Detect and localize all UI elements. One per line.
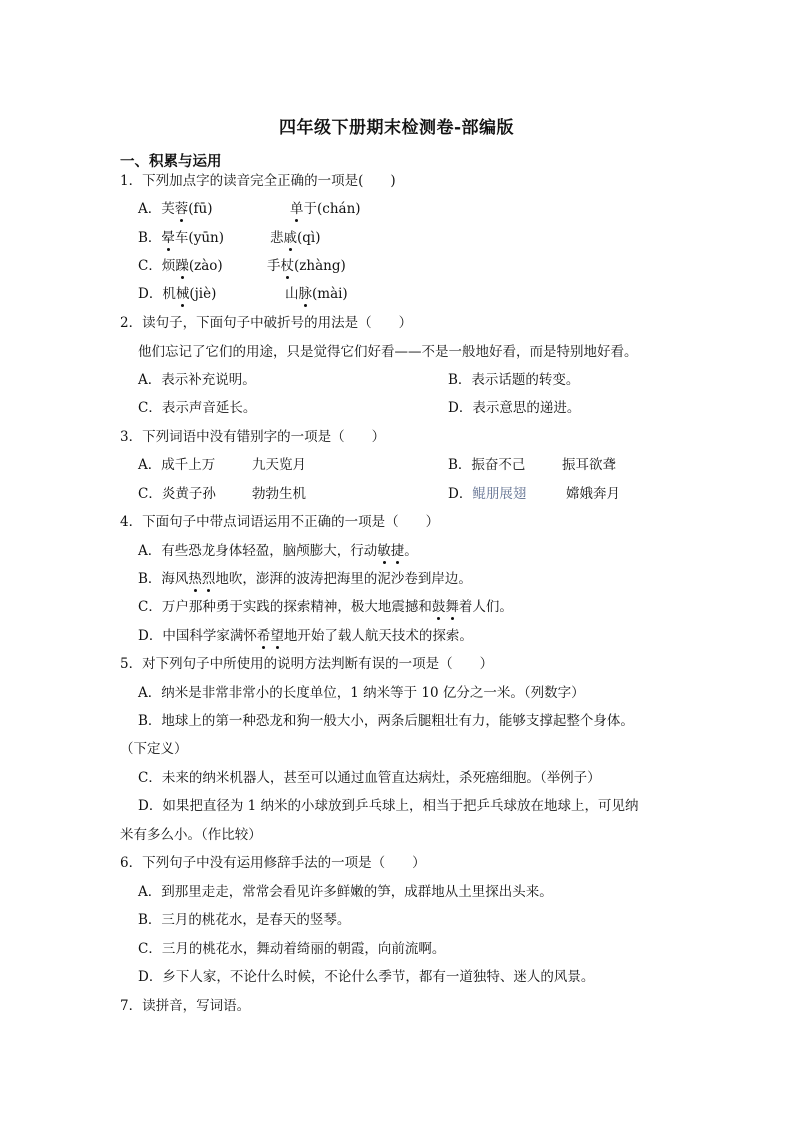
question-5-option-d-line-1: D．如果把直径为 1 纳米的小球放到乒乓球上，相当于把乒乓球放在地球上，可见纳 — [138, 798, 639, 814]
dotted-character: 鼓 — [431, 599, 446, 615]
question-1-option-c-word-2: 手杖(zhàng) — [267, 258, 346, 274]
question-5-stem: 5．对下列句子中所使用的说明方法判断有误的一项是（ ） — [120, 656, 494, 672]
dotted-character: 械 — [175, 286, 190, 302]
question-1-option-d-word-2: 山脉(mài) — [285, 286, 348, 302]
dotted-character: 希 — [256, 628, 271, 644]
question-2-option-a: A．表示补充说明。 — [138, 372, 256, 388]
question-4-option-c: C．万户那种勇于实践的探索精神，极大地震撼和鼓舞着人们。 — [138, 599, 513, 615]
dotted-character: 躁 — [175, 258, 189, 274]
dotted-character: 单 — [290, 201, 304, 217]
question-2-sentence: 他们忘记了它们的用途，只是觉得它们好看——不是一般地好看，而是特别地好看。 — [138, 344, 638, 360]
dotted-character: 烈 — [201, 571, 216, 587]
question-3-option-a-word-2: 九天览月 — [252, 457, 306, 473]
section-heading: 一、积累与运用 — [120, 154, 222, 170]
option-label: B． — [448, 457, 472, 473]
dotted-word — [257, 628, 284, 644]
question-6-option-c: C．三月的桃花水，舞动着绮丽的朝霞，向前流啊。 — [138, 941, 446, 957]
question-3-option-b: B．振奋不己 — [448, 457, 526, 473]
dotted-character: 脉 — [298, 286, 312, 302]
question-3-option-d-word-2: 嫦娥奔月 — [566, 486, 620, 502]
question-3-option-d: D．鲲朋展翅 — [448, 486, 527, 502]
question-4-option-b: B．海风热烈地吹，澎湃的波涛把海里的泥沙卷到岸边。 — [138, 571, 472, 587]
question-1-option-d: D．机械(jiè) — [138, 286, 217, 302]
question-1-option-b: B．晕车(yūn) — [138, 230, 224, 246]
question-2-option-b: B．表示话题的转变。 — [448, 372, 580, 388]
question-6-stem: 6．下列句子中没有运用修辞手法的一项是（ ） — [120, 855, 426, 871]
question-4-option-d: D．中国科学家满怀希望地开始了载人航天技术的探索。 — [138, 628, 473, 644]
option-label: B． — [138, 230, 162, 246]
question-4-option-a: A．有些恐龙身体轻盈，脑颅膨大，行动敏捷。 — [138, 543, 418, 559]
question-1-option-a: A．芙蓉(fū) — [138, 201, 213, 217]
dotted-character: 杖 — [280, 258, 294, 274]
question-1-stem: 1．下列加点字的读音完全正确的一项是( ) — [120, 173, 396, 189]
page-title: 四年级下册期末检测卷-部编版 — [278, 118, 515, 138]
question-1-option-c: C．烦躁(zào) — [138, 258, 223, 274]
question-1-option-a-word-2: 单于(chán) — [290, 201, 361, 217]
question-6-option-b: B．三月的桃花水，是春天的竖琴。 — [138, 912, 351, 928]
dotted-word — [377, 543, 404, 559]
question-2-option-c: C．表示声音延长。 — [138, 400, 257, 416]
question-1-option-b-word-2: 悲戚(qì) — [270, 230, 321, 246]
question-6-option-d: D．乡下人家，不论什么时候，不论什么季节，都有一道独特、迷人的风景。 — [138, 969, 595, 985]
question-3-option-c-word-2: 勃勃生机 — [252, 486, 306, 502]
question-3-stem: 3．下列词语中没有错别字的一项是（ ） — [120, 429, 386, 445]
dotted-character: 蓉 — [174, 201, 189, 217]
question-7-stem: 7．读拼音，写词语。 — [120, 998, 251, 1014]
question-5-option-c: C．未来的纳米机器人，甚至可以通过血管直达病灶，杀死癌细胞。（举例子） — [138, 770, 601, 786]
question-5-option-d-line-2: 米有多么小。（作比较） — [120, 827, 262, 843]
question-5-option-b-line-1: B．地球上的第一种恐龙和狗一般大小，两条后腿粗壮有力，能够支撑起整个身体。 — [138, 713, 634, 729]
dotted-character: 舞 — [445, 599, 459, 615]
dotted-character: 敏 — [377, 543, 391, 559]
question-3-option-b-word-2: 振耳欲聋 — [562, 457, 616, 473]
question-6-option-a: A．到那里走走，常常会看见许多鲜嫩的笋，成群地从土里探出头来。 — [138, 884, 553, 900]
dotted-character: 晕 — [161, 230, 175, 246]
question-5-option-a: A．纳米是非常非常小的长度单位，1 纳米等于 10 亿分之一米。（列数字） — [138, 685, 585, 701]
dotted-character: 戚 — [283, 230, 297, 246]
question-3-option-c: C．炎黄子孙 — [138, 486, 216, 502]
option-label: A． — [138, 457, 162, 473]
question-4-stem: 4．下面句子中带点词语运用不正确的一项是（ ） — [120, 514, 440, 530]
dotted-character: 望 — [270, 628, 284, 644]
option-label: A． — [138, 201, 162, 217]
option-label: C． — [138, 486, 162, 502]
dotted-word — [188, 571, 215, 587]
option-label: D． — [448, 486, 473, 502]
question-2-option-d: D．表示意思的递进。 — [448, 400, 581, 416]
question-5-option-b-line-2: （下定义） — [120, 741, 188, 757]
question-2-stem: 2．读句子，下面句子中破折号的用法是（ ） — [120, 315, 413, 331]
dotted-character: 热 — [188, 571, 202, 587]
option-label: C． — [138, 258, 162, 274]
question-3-option-a: A．成千上万 — [138, 457, 216, 473]
dotted-word — [432, 599, 459, 615]
option-label: D． — [138, 286, 163, 302]
dotted-character: 捷 — [390, 543, 405, 559]
